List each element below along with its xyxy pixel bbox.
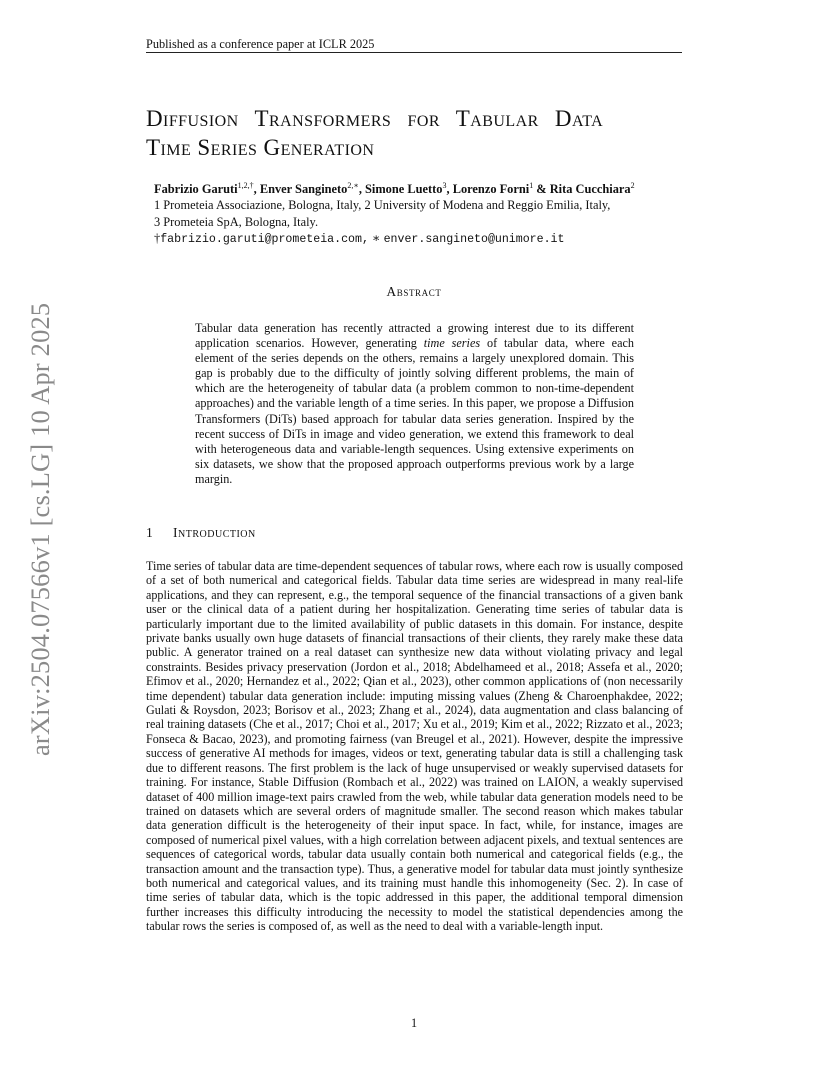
- section-heading: [146, 524, 546, 542]
- arxiv-sidebar-stamp: arXiv:2504.07566v1 [cs.LG] 10 Apr 2025: [25, 302, 55, 756]
- affiliation-line-1: 1 Prometeia Associazione, Bologna, Italy, 2 University of Modena and Reggio Emilia, Italy,: [154, 198, 611, 213]
- author-names: Fabrizio Garuti$^{1,2,\dagger}$, Enver Sangineto$^{2,∗}$, Simone Luetto$^3$, Lorenzo Forni$^1$ & Rita Cucchiara$^2$: [154, 180, 635, 196]
- author-name: Fabrizio Garuti: [154, 182, 238, 196]
- abstract-emphasis: time series: [423, 336, 481, 351]
- abstract-text: of tabular data, where each element of the series depends on the others, remains a largely unexplored domain. This gap is probably due to the difficulty of jointly solving different problems, the main of which are the heterogeneity of tabular data (a problem common to non-time-dependent approaches) and the variable length of a time series. In this paper, we propose a Diffusion Transformers (DiTs) based approach for tabular data series generation. Inspired by the recent success of DiTs in image and video generation, we extend this framework to deal with heterogeneous data and variable-length sequences. Using extensive experiments on six datasets, we show that the proposed approach outperforms previous work by a large margin.: [195, 336, 634, 486]
- email-mark: ∗: [372, 230, 381, 245]
- author-name: Simone Luetto: [365, 182, 443, 196]
- title-line-1: Diffusion Transformers for Tabular Data: [146, 106, 604, 131]
- section-title-text: Introduction: [173, 525, 256, 540]
- abstract-heading: Abstract: [386, 284, 442, 299]
- introduction-paragraph: Time series of tabular data are time-dependent sequences of tabular rows, where each row is usually composed of a set of both numerical and categorical fields. Tabular data time series are widespread in many real-life applications, and they can represent, e.g., the temporal sequence of the financial transactions of a given bank user or the clinical data of a patient during her hospitalization. Generating time series of tabular data is particularly important due to the limited availability of public datasets in this domain. For instance, despite private banks usually own huge datasets of financial transactions of their clients, they rarely make these data public. A generator trained on a real dataset can synthesize new data without violating privacy and legal constraints. Besides privacy preservation (Jordon et al., 2018; Abdelhameed et al., 2018; Assefa et al., 2020; Efimov et al., 2020; Hernandez et al., 2022; Qian et al., 2023), other common applications of (non necessarily time dependent) tabular data generation include: imputing missing values (Zheng & Charoenphakdee, 2022; Gulati & Roysdon, 2023; Borisov et al., 2023; Zhang et al., 2024), data augmentation and class balancing of real training datasets (Che et al., 2017; Choi et al., 2017; Xu et al., 2019; Kim et al., 2022; Rizzato et al., 2023; Fonseca & Bacao, 2023), and promoting fairness (van Breugel et al., 2021). However, despite the impressive success of generative AI methods for images, videos or text, generating tabular data is still a challenging task due to different reasons. The first problem is the lack of huge unsupervised or weakly supervised datasets for training. For instance, Stable Diffusion (Rombach et al., 2022) was trained on LAION, a weakly supervised dataset of 400 million image-text pairs crawled from the web, while tabular data generation models need to be trained on datasets which are several orders of magnitude smaller. The second reason which makes tabular data generation difficult is the heterogeneity of their input space. In fact, while, for instance, images are composed of numerical pixel values, with a high correlation between adjacent pixels, and textual sentences are sequences of categorical words, tabular data usually contain both numerical and categorical fields (e.g., the transaction amount and the transaction type). Thus, a generative model for tabular data must jointly synthesize both numerical and categorical values, and its training must handle this inhomogeneity (Sec. 2). In case of time series of tabular data, which is the topic addressed in this paper, the additional temporal dimension further increases this difficulty introducing the necessity to model the statistical dependencies among the tabular rows the series is composed of, as well as the need to deal with a variable-length input.: [146, 559, 683, 934]
- section-number: 1: [146, 525, 154, 540]
- author-name: Enver Sangineto: [259, 182, 348, 196]
- email-mark: †: [154, 230, 161, 245]
- author-affiliation-mark: 2: [630, 180, 635, 190]
- author-name: Lorenzo Forni: [452, 182, 530, 196]
- email-link-1[interactable]: fabrizio.garuti@prometeia.com,: [160, 232, 369, 246]
- abstract-text: Tabular data generation has recently attracted a growing interest due to its different application scenarios. However, generating: [195, 321, 634, 351]
- affiliation-line-2: 3 Prometeia SpA, Bologna, Italy.: [154, 214, 319, 229]
- running-header: Published as a conference paper at ICLR 2025: [146, 37, 375, 51]
- header-divider: [146, 52, 682, 53]
- author-affiliation-mark: 1: [529, 180, 534, 190]
- email-link-2[interactable]: enver.sangineto@unimore.it: [383, 232, 565, 246]
- paper-title: [146, 104, 686, 162]
- title-line-2: Time Series Generation: [146, 135, 375, 160]
- email-line: [154, 230, 694, 248]
- author-affiliation-mark: 1,2,†: [237, 180, 254, 190]
- author-affiliation-mark: 2,∗: [347, 180, 359, 190]
- author-affiliation-mark: 3: [442, 180, 447, 190]
- author-block: [154, 181, 694, 248]
- page-number: 1: [410, 1016, 418, 1030]
- abstract-body: [195, 321, 634, 487]
- author-name: Rita Cucchiara: [549, 182, 631, 196]
